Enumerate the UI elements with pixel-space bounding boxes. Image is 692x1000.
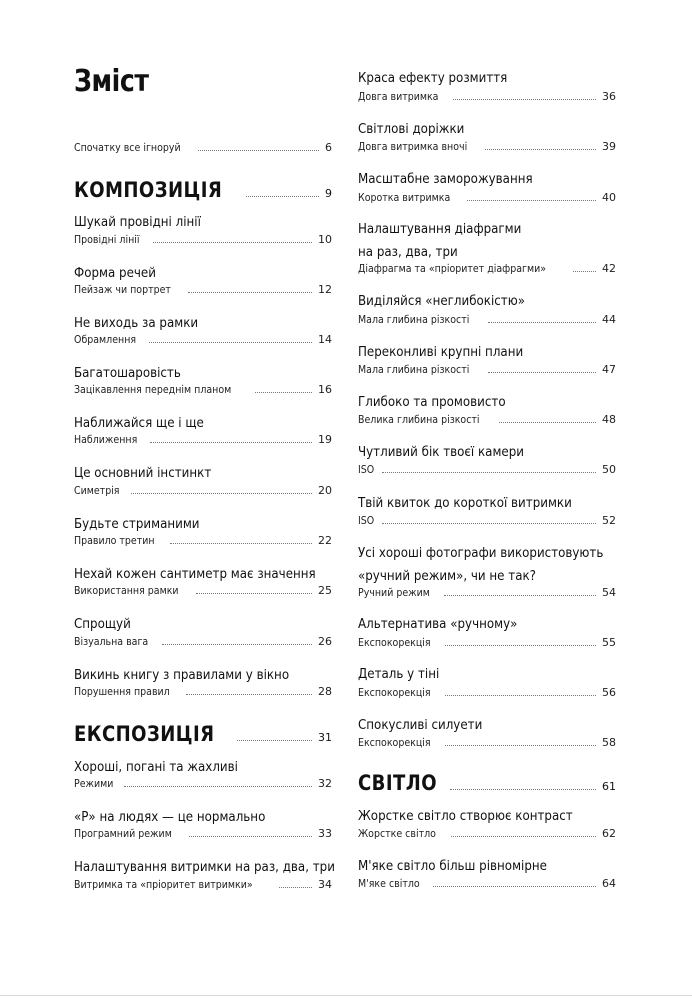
entry-title: Альтернатива «ручному» [358, 616, 518, 632]
entry-page: 33 [318, 827, 332, 840]
dot-leader [444, 595, 596, 596]
entry-subtitle-row [74, 283, 332, 297]
entry-subtitle: Режими [74, 778, 114, 790]
entry-title: Не виходь за рамки [74, 315, 199, 331]
entry-title: Спокусливі силуети [358, 717, 483, 733]
section-page: 61 [602, 780, 616, 793]
entry-subtitle: М'яке світло [358, 878, 420, 890]
dot-leader [170, 543, 312, 544]
entry-subtitle: Візуальна вага [74, 636, 149, 648]
dot-leader [279, 887, 312, 888]
entry-title: Нехай кожен сантиметр має значення [74, 566, 316, 582]
entry-page: 62 [602, 827, 616, 840]
entry-subtitle-row [358, 514, 616, 528]
entry-page: 58 [602, 736, 616, 749]
entry-title: Хороші, погані та жахливі [74, 759, 238, 775]
entry-subtitle: Програмний режим [74, 828, 172, 840]
dot-leader [131, 493, 312, 494]
entry-page: 54 [602, 586, 616, 599]
entry-title: Виділяйся «неглибокістю» [358, 293, 525, 309]
intro-label: Спочатку все ігноруй [74, 142, 181, 154]
dot-leader [450, 789, 596, 790]
entry-subtitle-row [358, 636, 616, 650]
entry-subtitle: ISO [358, 464, 375, 476]
entry-title: Спрощуй [74, 616, 131, 632]
entry-title: Чутливий бік твоєї камери [358, 444, 524, 460]
entry-page: 39 [602, 140, 616, 153]
entry-subtitle-row [358, 90, 616, 104]
entry-subtitle-row [74, 827, 332, 841]
entry-title: М'яке світло більш рівномірне [358, 858, 547, 874]
section-label: КОМПОЗИЦІЯ [74, 178, 223, 202]
entry-page: 19 [318, 433, 332, 446]
entry-page: 25 [318, 584, 332, 597]
entry-subtitle-row [74, 777, 332, 791]
entry-subtitle: Велика глибина різкості [358, 414, 480, 426]
entry-subtitle-row [358, 463, 616, 477]
dot-leader [467, 200, 596, 201]
entry-title: Шукай провідні лінії [74, 214, 201, 230]
dot-leader [573, 271, 596, 272]
entry-subtitle-row [358, 191, 616, 205]
dot-leader [488, 372, 596, 373]
entry-subtitle: Експокорекція [358, 637, 431, 649]
section-page: 9 [325, 187, 332, 200]
page-edge-line [0, 995, 692, 996]
entry-title: Усі хороші фотографи використовують [358, 545, 604, 561]
entry-page: 12 [318, 283, 332, 296]
dot-leader [153, 242, 312, 243]
dot-leader [382, 472, 596, 473]
entry-title: «Р» на людях — це нормально [74, 809, 266, 825]
entry-subtitle-row [358, 313, 616, 327]
dot-leader [162, 644, 312, 645]
entry-page: 56 [602, 686, 616, 699]
entry-subtitle: Експокорекція [358, 737, 431, 749]
entry-subtitle-row [358, 827, 616, 841]
entry-title: Глибоко та промовисто [358, 394, 506, 410]
entry-page: 52 [602, 514, 616, 527]
dot-leader [150, 442, 312, 443]
entry-page: 55 [602, 636, 616, 649]
entry-subtitle: ISO [358, 515, 375, 527]
entry-subtitle-row [74, 433, 332, 447]
dot-leader [445, 645, 596, 646]
dot-leader [198, 150, 319, 151]
dot-leader [445, 745, 596, 746]
entry-subtitle: Коротка витримка [358, 192, 451, 204]
dot-leader [196, 593, 312, 594]
entry-title: Будьте стриманими [74, 516, 200, 532]
entry-subtitle: Правило третин [74, 535, 155, 547]
entry-page: 22 [318, 534, 332, 547]
entry-title-line2: «ручний режим», чи не так? [358, 568, 536, 584]
entry-title: Жорстке світло створює контраст [358, 808, 573, 824]
entry-subtitle: Провідні лінії [74, 234, 140, 246]
entry-title: Налаштування діафрагми [358, 221, 522, 237]
entry-page: 44 [602, 313, 616, 326]
dot-leader [445, 695, 596, 696]
entry-subtitle-row [74, 333, 332, 347]
section-heading [74, 722, 332, 746]
entry-page: 14 [318, 333, 332, 346]
dot-leader [188, 292, 312, 293]
entry-subtitle-row [74, 685, 332, 699]
entry-title: Твій квиток до короткої витримки [358, 495, 572, 511]
dot-leader [485, 149, 596, 150]
dot-leader [149, 342, 312, 343]
section-heading [358, 771, 616, 795]
entry-subtitle-row [74, 383, 332, 397]
dot-leader [499, 422, 596, 423]
page-title: Зміст [74, 64, 149, 99]
section-heading [74, 178, 332, 202]
entry-title: Це основний інстинкт [74, 465, 212, 481]
intro-page: 6 [325, 141, 332, 154]
entry-title: Світлові доріжки [358, 121, 465, 137]
entry-subtitle-row [74, 878, 332, 892]
dot-leader [382, 523, 596, 524]
entry-subtitle-row [74, 233, 332, 247]
entry-subtitle: Діафрагма та «пріоритет діафрагми» [358, 263, 547, 275]
entry-subtitle: Довга витримка вночі [358, 141, 468, 153]
dot-leader [124, 786, 312, 787]
entry-subtitle-row [74, 534, 332, 548]
entry-title: Налаштування витримки на раз, два, три [74, 859, 335, 875]
dot-leader [186, 694, 312, 695]
entry-subtitle: Пейзаж чи портрет [74, 284, 171, 296]
entry-subtitle: Використання рамки [74, 585, 179, 597]
entry-subtitle-row [74, 484, 332, 498]
entry-subtitle-row [358, 686, 616, 700]
dot-leader [451, 836, 596, 837]
entry-title: Деталь у тіні [358, 666, 440, 682]
entry-page: 10 [318, 233, 332, 246]
dot-leader [237, 740, 312, 741]
entry-subtitle: Жорстке світло [358, 828, 436, 840]
entry-title-line2: на раз, два, три [358, 244, 458, 260]
entry-subtitle-row [358, 140, 616, 154]
entry-page: 50 [602, 463, 616, 476]
entry-subtitle: Порушення правил [74, 686, 170, 698]
entry-title: Переконливі крупні плани [358, 344, 524, 360]
section-label: ЕКСПОЗИЦІЯ [74, 722, 215, 746]
dot-leader [246, 196, 319, 197]
entry-subtitle: Наближення [74, 434, 138, 446]
entry-subtitle: Обрамлення [74, 334, 137, 346]
entry-page: 20 [318, 484, 332, 497]
entry-subtitle: Зацікавлення переднім планом [74, 384, 232, 396]
entry-subtitle: Довга витримка [358, 91, 439, 103]
entry-page: 34 [318, 878, 332, 891]
section-label: СВІТЛО [358, 771, 437, 795]
entry-title: Краса ефекту розмиття [358, 70, 508, 86]
section-page: 31 [318, 731, 332, 744]
intro-row [74, 141, 332, 155]
entry-page: 32 [318, 777, 332, 790]
entry-subtitle: Мала глибина різкості [358, 314, 470, 326]
entry-page: 47 [602, 363, 616, 376]
entry-subtitle-row [74, 635, 332, 649]
entry-page: 42 [602, 262, 616, 275]
entry-title: Багатошаровість [74, 365, 181, 381]
entry-subtitle-row [358, 413, 616, 427]
entry-page: 28 [318, 685, 332, 698]
entry-subtitle-row [358, 363, 616, 377]
entry-title: Викинь книгу з правилами у вікно [74, 667, 290, 683]
entry-subtitle-row [358, 262, 616, 276]
dot-leader [189, 836, 312, 837]
dot-leader [453, 99, 596, 100]
entry-page: 26 [318, 635, 332, 648]
entry-title: Форма речей [74, 265, 156, 281]
entry-subtitle-row [358, 586, 616, 600]
entry-subtitle: Симетрія [74, 485, 120, 497]
entry-page: 64 [602, 877, 616, 890]
entry-title: Наближайся ще і ще [74, 415, 204, 431]
entry-subtitle: Мала глибина різкості [358, 364, 470, 376]
entry-title: Масштабне заморожування [358, 171, 533, 187]
dot-leader [255, 392, 312, 393]
entry-subtitle-row [358, 736, 616, 750]
entry-subtitle: Ручний режим [358, 587, 430, 599]
entry-subtitle-row [358, 877, 616, 891]
dot-leader [488, 322, 596, 323]
entry-page: 48 [602, 413, 616, 426]
entry-subtitle-row [74, 584, 332, 598]
entry-page: 36 [602, 90, 616, 103]
entry-subtitle: Витримка та «пріоритет витримки» [74, 879, 253, 891]
entry-page: 16 [318, 383, 332, 396]
entry-page: 40 [602, 191, 616, 204]
dot-leader [433, 886, 596, 887]
entry-subtitle: Експокорекція [358, 687, 431, 699]
